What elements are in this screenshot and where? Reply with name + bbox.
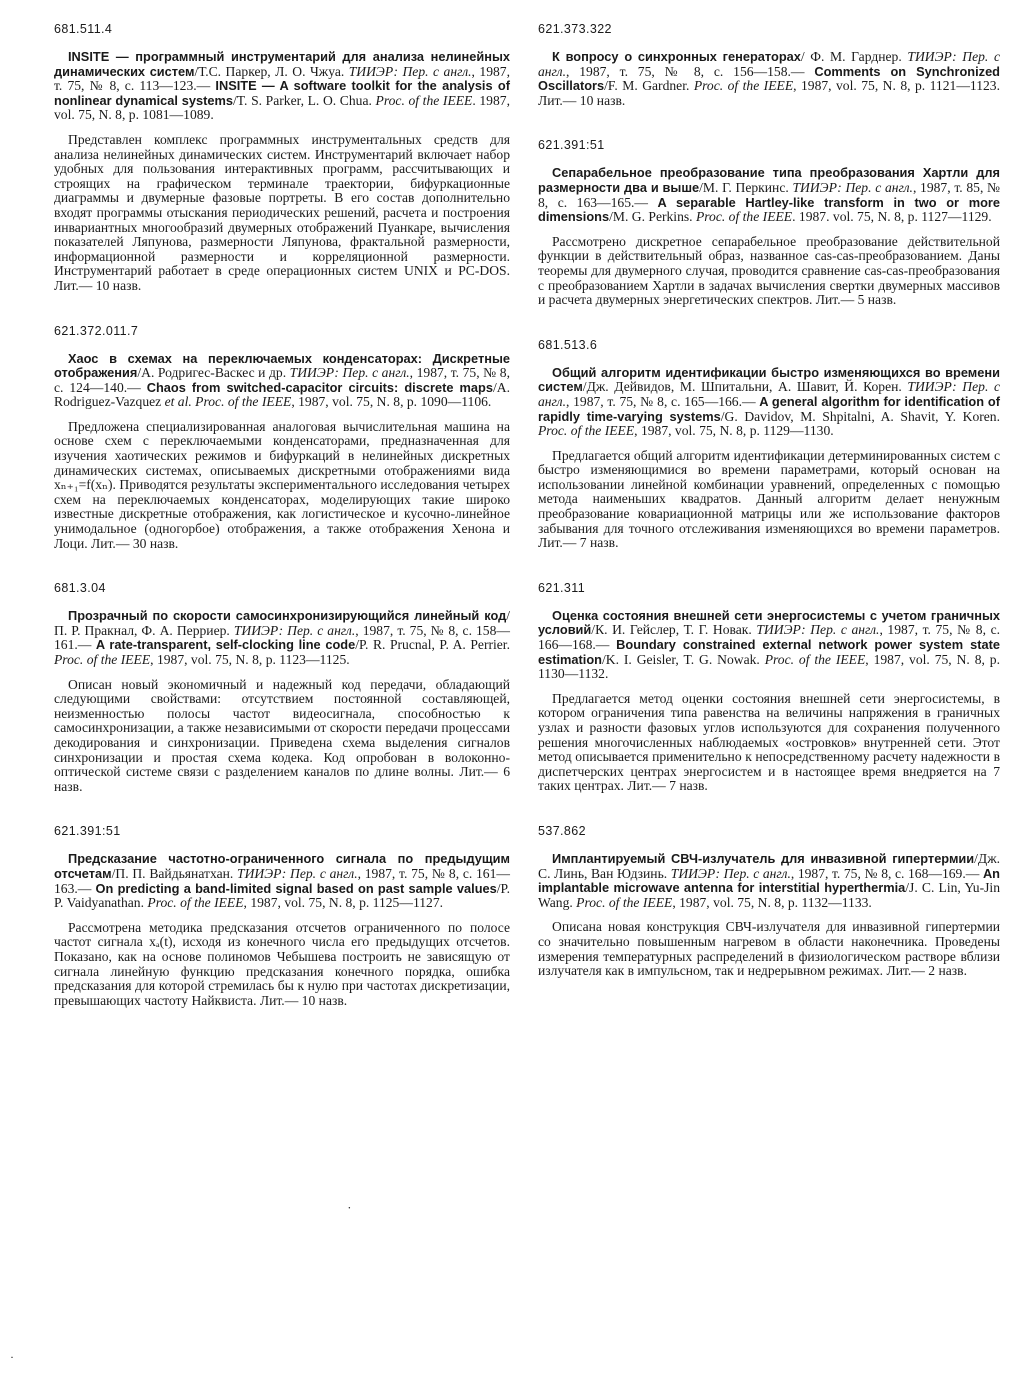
source-en: Proc. of the IEEE xyxy=(695,209,793,225)
bibliographic-reference xyxy=(538,609,1000,682)
udc-code: 537.862 xyxy=(538,823,586,838)
source-en: Proc. of the IEEE xyxy=(693,78,794,94)
pages-en: , 1987, vol. 75, N. 8, p. 1132—1133. xyxy=(672,894,872,910)
source-ru: ТИИЭР: Пер. с англ. xyxy=(670,865,791,881)
authors-ru: /М. Г. Перкинс. xyxy=(699,179,793,195)
authors-ru: / Ф. М. Гарднер. xyxy=(800,49,908,64)
margin-mark: · xyxy=(10,1350,14,1364)
pages-en: , 1987, vol. 75, N. 8, p. 1121—1123. Лит.— 10 назв. xyxy=(538,78,1000,108)
bibliographic-reference xyxy=(538,50,1000,108)
pages-ru: , 1987, т. 75, № 8, с. 165—166.— xyxy=(566,393,760,409)
udc-code: 621.311 xyxy=(538,580,586,595)
title-ru: Оценка состояния внешней сети энергосистемы с учетом граничных условий xyxy=(538,607,1000,638)
authors-en: /P. P. Vaidyanathan. xyxy=(54,880,510,911)
abstract-entry xyxy=(54,324,510,552)
abstract-entry xyxy=(54,22,510,294)
authors-ru: /П. Р. Пракнал, Ф. А. Перриер. xyxy=(54,608,510,638)
authors-en: /P. R. Prucnal, P. A. Perrier. xyxy=(355,637,510,653)
title-en: Boundary constrained external network power system state estimation xyxy=(538,637,1000,667)
source-en: Proc. of the IEEE xyxy=(764,651,866,667)
title-en: An implantable microwave antenna for interstitial hyperthermia xyxy=(538,865,1000,896)
source-en: Proc. of the IEEE xyxy=(375,92,473,108)
authors-en: /A. Rodriguez-Vazquez xyxy=(54,379,510,410)
pages-en: . 1987, vol. 75, N. 8, p. 1081—1089. xyxy=(54,92,510,123)
bibliographic-reference xyxy=(54,50,510,123)
abstract-text: Описан новый экономичный и надежный код передачи, обладающий следующими свойствами: отсутствием постоянной составляющей, неизменностью полосы частот видеосигнала, способностью к самосинхронизации, а также независимыми от скорости передачи процессами декодирования и синхронизации. Приведена схема выделения сигналов синхронизации и простая схема кодека. Код опробован в волоконно-оптической системе связи с разделением каналов по длине волны. Лит.— 6 назв. xyxy=(54,676,510,794)
source-en: Proc. of the IEEE xyxy=(538,423,635,439)
abstract-entry xyxy=(538,138,1000,307)
udc-code: 681.3.04 xyxy=(54,581,106,596)
abstract-text: Рассмотрена методика предсказания отсчетов ограниченного по полосе частот сигнала xₐ(t), исходя из конечного числа его предыдущих отсчетов. Показано, как на основе полиномов Чебышева построить не зависящую от сигнала линейную функцию предсказания конечного порядка, ошибка предсказания для которой стремилась бы к нулю при частотах дискретизации, превышающих частоту Найквиста. Лит.— 10 назв. xyxy=(54,919,510,1008)
source-ru: ТИИЭР: Пер. с англ. xyxy=(237,865,358,881)
pages-ru: , 1987, т. 75, № 8, с. 158—161.— xyxy=(54,622,510,653)
pages-ru: , 1987, т. 75, № 8, с. 113—123.— xyxy=(54,63,510,94)
pages-ru: , 1987, т. 75, № 8, с. 124—140.— xyxy=(54,365,511,395)
abstract-text: Предлагается общий алгоритм идентификации детерминированных систем с быстро изменяющимися во времени параметрами, который основан на использовании линейной комбинации уравнений, определенных с помощью метода наименьших квадратов. Данный алгоритм делает ненужным преобразование ковариационной матрицы или же использование факторов забывания для точного отслеживания изменяющихся во времени параметров. Лит.— 7 назв. xyxy=(538,447,1000,551)
pages-en: , 1987, vol. 75, N. 8, p. 1130—1132. xyxy=(538,651,1000,682)
right-column xyxy=(538,22,1000,1009)
pages-en: . 1987. vol. 75, N. 8, p. 1127—1129. xyxy=(792,209,992,225)
udc-code: 681.511.4 xyxy=(54,22,113,36)
udc-code: 621.372.011.7 xyxy=(54,323,139,338)
abstract-text: Предлагается метод оценки состояния внешней сети энергосистемы, в котором ограничения типа равенства на величины напряжения в граничных узлах и разности фазовых углов используются для сохранения полученного решения многочисленных наблюдаемых «островков» внутренней сети. Этот метод описывается применительно к непосредственному расчету надежности в диспетчерских центрах энергосистем и в настоящее время внедряется на 7 таких центрах. Лит.— 7 назв. xyxy=(538,690,1000,794)
authors-en: /T. S. Parker, L. O. Chua. xyxy=(232,92,376,108)
source-ru: ТИИЭР: Пер. с англ. xyxy=(538,49,1000,79)
title-en: Chaos from switched-capacitor circuits: discrete maps xyxy=(146,379,493,395)
source-en: et al. Proc. of the IEEE xyxy=(164,394,292,410)
pages-ru: , 1987, т. 75, № 8, с. 156—158.— xyxy=(566,63,815,79)
title-ru: Сепарабельное преобразование типа преобразования Хартли для размерности два и выше xyxy=(538,165,1000,195)
authors-ru: /Т.С. Паркер, Л. О. Чжуа. xyxy=(194,63,349,79)
source-en: Proc. of the IEEE xyxy=(54,652,151,667)
title-ru: Общий алгоритм идентификации быстро изменяющихся во времени систем xyxy=(538,364,1000,395)
bibliographic-reference xyxy=(54,352,510,410)
source-en: Proc. of the IEEE xyxy=(147,895,244,911)
pages-en: , 1987, vol. 75, N. 8, p. 1123—1125. xyxy=(150,652,350,667)
title-en: A separable Hartley-like transform in two or more dimensions xyxy=(538,194,1000,225)
abstract-text: Рассмотрено дискретное сепарабельное преобразование действительной функции в действительный образ, названное cas-cas-преобразованием. Даны теоремы для двумерного случая, проводится сравнение cas-cas-преобразования с преобразованием Хартли в задачах вычисления свертки двумерных массивов и расчета двумерных энергетических спектров. Лит.— 5 назв. xyxy=(538,233,1000,308)
pages-en: , 1987, vol. 75, N. 8, p. 1125—1127. xyxy=(243,895,444,911)
source-ru: ТИИЭР: Пер. с англ. xyxy=(538,379,1000,409)
pages-ru: , 1987, т. 75, № 8, с. 166—168.— xyxy=(538,622,1001,653)
title-en: A general algorithm for identification of rapidly time-varying systems xyxy=(538,393,1000,424)
pages-en: , 1987, vol. 75, N. 8, p. 1129—1130. xyxy=(634,423,834,439)
source-ru: ТИИЭР: Пер. с англ. xyxy=(348,63,472,79)
authors-ru: /Дж. С. Линь, Ван Юдзинь. xyxy=(538,850,1000,881)
title-ru: INSITE — программный инструментарий для анализа нелинейных динамических систем xyxy=(54,49,510,79)
title-ru: Имплантируемый СВЧ-излучатель для инвазивной гипертермии xyxy=(552,850,975,866)
authors-en: /M. G. Perkins. xyxy=(609,209,696,225)
udc-code: 621.391:51 xyxy=(54,824,121,839)
title-ru: Хаос в схемах на переключаемых конденсаторах: Дискретные отображения xyxy=(54,350,510,381)
abstract-entry xyxy=(538,824,1000,979)
abstract-entry xyxy=(538,338,1000,551)
abstract-entry xyxy=(538,22,1000,108)
source-ru: ТИИЭР: Пер. с англ. xyxy=(233,622,356,638)
abstract-text: Предложена специализированная аналоговая вычислительная машина на основе схем с переключаемыми конденсаторами, предназначенная для изучения хаотических режимов и бифуркаций в нелинейных дискретных динамических системах, описываемых дискретными отображениями вида xₙ₊₁=f(xₙ). Приводятся результаты экспериментального исследования четырех схем на переключаемых конденсаторах, моделирующих такие широко известные дискретные отображения, как логистическое и кусочно-линейное унимодальное (одногорбое) отображения, а также отображения Хенона и Лоци. Лит.— 30 назв. xyxy=(54,418,510,551)
print-speck: ˙ xyxy=(347,1205,352,1220)
authors-ru: /К. И. Гейслер, Т. Г. Новак. xyxy=(591,622,757,638)
title-ru: К вопросу о синхронных генераторах xyxy=(552,49,801,64)
bibliographic-reference xyxy=(538,852,1000,910)
title-en: INSITE — A software toolkit for the analysis of nonlinear dynamical systems xyxy=(54,78,510,108)
authors-ru: /П. П. Вайдьянатхан. xyxy=(111,865,238,881)
abstract-entry xyxy=(538,581,1000,794)
title-en: Comments on Synchronized Oscillators xyxy=(538,63,1001,94)
left-column xyxy=(54,22,510,1038)
bibliographic-reference xyxy=(54,609,510,667)
bibliographic-reference xyxy=(538,166,1000,224)
title-ru: Предсказание частотно-ограниченного сигнала по предыдущим отсчетам xyxy=(54,851,510,881)
title-ru: Прозрачный по скорости самосинхронизирующийся линейный код xyxy=(68,608,507,624)
abstract-text: Описана новая конструкция СВЧ-излучателя для инвазивной гипертермии со значительно повышенным нагревом в области наконечника. Проведены измерения температурных распределений в физиологическом растворе вблизи излучателя как в импульсном, так и недрерывном режимах. Лит.— 2 назв. xyxy=(538,919,1000,979)
authors-en: /F. M. Gardner. xyxy=(604,78,694,94)
authors-en: /J. C. Lin, Yu-Jin Wang. xyxy=(538,880,1000,910)
title-en: A rate-transparent, self-clocking line code xyxy=(95,637,356,653)
abstract-entry xyxy=(54,581,510,794)
abstract-text: Представлен комплекс программных инструментальных средств для анализа нелинейных динамических систем. Инструментарий включает набор удобных для пользования интерактивных программ, рассчитывающих и строящих на графическом терминале траектории, бифуркационные диаграммы и двумерные фазовые портреты. В его состав дополнительно входят программы отыскания периодических решений, расчета и построения инвариантных многообразий двумерных отображений Пуанкаре, вычисления показателей Ляпунова, размерности Ляпунова, фрактальной размерности, информационной размерности и корреляционной размерности. Инструментарий работает в среде операционных систем UNIX и PC-DOS. Лит.— 10 назв. xyxy=(54,131,510,293)
authors-en: /K. I. Geisler, T. G. Nowak. xyxy=(602,651,765,667)
udc-code: 621.373.322 xyxy=(538,22,612,36)
source-ru: ТИИЭР: Пер. с англ. xyxy=(792,179,913,195)
authors-en: /G. Davidov, M. Shpitalni, A. Shavit, Y. Koren. xyxy=(720,408,1000,424)
udc-code: 681.513.6 xyxy=(538,337,598,352)
abstract-entry xyxy=(54,824,510,1008)
bibliographic-reference xyxy=(538,366,1000,439)
source-en: Proc. of the IEEE xyxy=(576,894,673,910)
source-ru: ТИИЭР: Пер. с англ. xyxy=(289,365,410,381)
authors-ru: /А. Родригес-Васкес и др. xyxy=(137,365,290,381)
udc-code: 621.391:51 xyxy=(538,138,605,153)
pages-ru: , 1987, т. 75, № 8, с. 168—169.— xyxy=(790,865,983,881)
pages-en: , 1987, vol. 75, N. 8, p. 1090—1106. xyxy=(291,394,492,410)
pages-ru: , 1987, т. 85, № 8, с. 163—165.— xyxy=(538,179,1001,210)
bibliographic-reference xyxy=(54,852,510,910)
authors-ru: /Дж. Дейвидов, М. Шпитальни, А. Шавит, Й. Корен. xyxy=(582,379,908,395)
source-ru: ТИИЭР: Пер. с англ. xyxy=(756,622,880,638)
title-en: On predicting a band-limited signal based on past sample values xyxy=(95,880,497,896)
pages-ru: , 1987, т. 75, № 8, с. 161—163.— xyxy=(54,865,510,896)
